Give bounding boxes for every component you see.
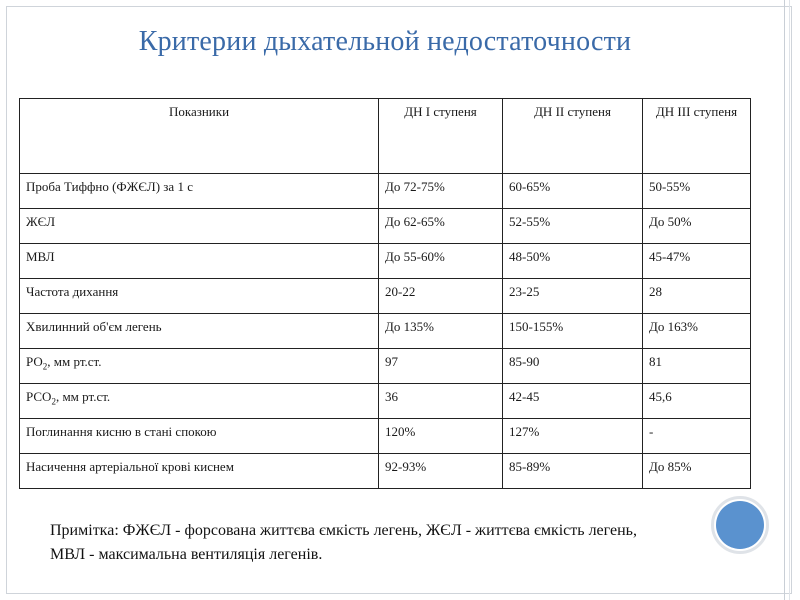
header-dn2: ДН II ступеня: [503, 99, 643, 174]
cell-dn2: 85-90: [503, 349, 643, 384]
right-divider-line: [784, 0, 785, 600]
row-label: Частота дихання: [20, 279, 379, 314]
cell-dn3: До 85%: [643, 454, 751, 489]
cell-dn3: 28: [643, 279, 751, 314]
row-label-main: РСО: [26, 389, 52, 404]
cell-dn2: 150-155%: [503, 314, 643, 349]
cell-dn3: До 50%: [643, 209, 751, 244]
row-label: Поглинання кисню в стані спокою: [20, 419, 379, 454]
row-label: ЖЄЛ: [20, 209, 379, 244]
cell-dn3: -: [643, 419, 751, 454]
row-label: [20, 349, 379, 384]
cell-dn1: 20-22: [379, 279, 503, 314]
cell-dn3: 81: [643, 349, 751, 384]
cell-dn3: 45,6: [643, 384, 751, 419]
table-header-row: [20, 99, 751, 174]
table-row: [20, 209, 751, 244]
cell-dn1: До 72-75%: [379, 174, 503, 209]
row-label: МВЛ: [20, 244, 379, 279]
cell-dn2: 52-55%: [503, 209, 643, 244]
row-label-subscript: 2: [42, 361, 48, 372]
cell-dn3: До 163%: [643, 314, 751, 349]
footnote: Примітка: ФЖЄЛ - форсована життєва ємкість легень, ЖЄЛ - життєва ємкість легень, МВЛ - максимальна вентиляція легенів.: [50, 522, 637, 563]
cell-dn2: 127%: [503, 419, 643, 454]
table-row: [20, 174, 751, 209]
cell-dn3: 45-47%: [643, 244, 751, 279]
cell-dn1: 97: [379, 349, 503, 384]
table-row: [20, 419, 751, 454]
row-label: Насичення артеріальної крові киснем: [20, 454, 379, 489]
row-label-subscript: 2: [51, 396, 56, 407]
row-label: Хвилинний об'єм легень: [20, 314, 379, 349]
table-row: [20, 384, 751, 419]
cell-dn2: 48-50%: [503, 244, 643, 279]
cell-dn1: До 135%: [379, 314, 503, 349]
slide-title: Критерии дыхательной недостаточности: [138, 26, 632, 57]
row-label: Проба Тиффно (ФЖЄЛ) за 1 с: [20, 174, 379, 209]
header-indicators: Показники: [20, 99, 379, 174]
criteria-table: [19, 98, 751, 489]
cell-dn3: 50-55%: [643, 174, 751, 209]
row-label-main: РО: [26, 354, 43, 369]
table-row: [20, 244, 751, 279]
header-dn3: ДН III ступеня: [643, 99, 751, 174]
cell-dn1: 36: [379, 384, 503, 419]
cell-dn2: 60-65%: [503, 174, 643, 209]
table-row: [20, 279, 751, 314]
table-row: [20, 314, 751, 349]
row-label-rest: , мм рт.ст.: [47, 354, 102, 369]
right-divider-line-secondary: [789, 0, 790, 600]
decorative-circle: [716, 501, 764, 549]
cell-dn1: 92-93%: [379, 454, 503, 489]
cell-dn1: До 55-60%: [379, 244, 503, 279]
cell-dn2: 23-25: [503, 279, 643, 314]
table-row: [20, 349, 751, 384]
header-dn1: ДН I ступеня: [379, 99, 503, 174]
cell-dn2: 42-45: [503, 384, 643, 419]
table-row: [20, 454, 751, 489]
cell-dn1: До 62-65%: [379, 209, 503, 244]
cell-dn1: 120%: [379, 419, 503, 454]
cell-dn2: 85-89%: [503, 454, 643, 489]
row-label-rest: , мм рт.ст.: [55, 389, 111, 404]
row-label: [20, 384, 379, 419]
